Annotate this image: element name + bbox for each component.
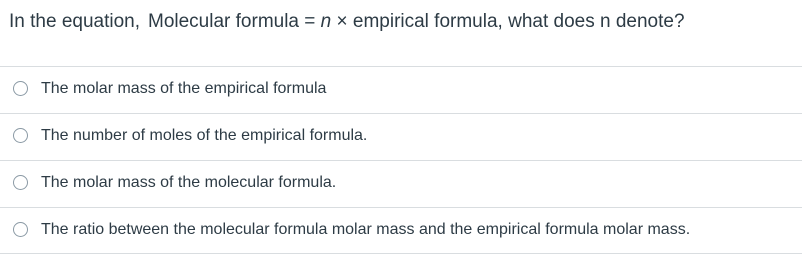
question-prefix: In the equation,: [9, 11, 140, 32]
answer-label: The molar mass of the molecular formula.: [41, 174, 337, 191]
answer-option-4[interactable]: [0, 207, 802, 254]
answer-option-3[interactable]: [0, 160, 802, 207]
radio-button[interactable]: [13, 175, 28, 190]
question-formula-start: Molecular formula =: [148, 11, 321, 32]
answer-option-2[interactable]: [0, 113, 802, 160]
radio-button[interactable]: [13, 222, 28, 237]
answer-label: The number of moles of the empirical formula.: [41, 127, 368, 144]
radio-button[interactable]: [13, 81, 28, 96]
question-formula-end: × empirical formula, what does n denote?: [331, 11, 685, 32]
answer-label: The molar mass of the empirical formula: [41, 80, 327, 97]
answer-option-1[interactable]: [0, 66, 802, 113]
answer-list: [0, 66, 802, 254]
question-variable: n: [320, 11, 332, 32]
radio-button[interactable]: [13, 128, 28, 143]
answer-label: The ratio between the molecular formula molar mass and the empirical formula molar mass.: [41, 221, 691, 238]
question-text: [9, 9, 685, 35]
